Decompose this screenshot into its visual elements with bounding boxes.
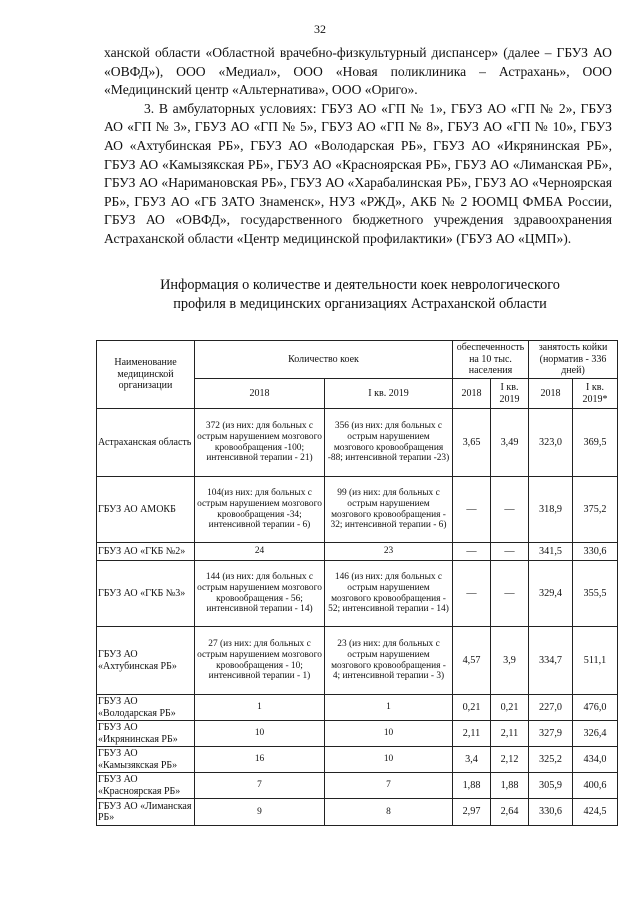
beds-2018: 16 bbox=[195, 747, 325, 773]
occupancy-q1-2019: 511,1 bbox=[573, 627, 618, 695]
section-title-line-1: Информация о количестве и деятельности коек неврологического bbox=[160, 277, 560, 293]
provision-2018: 3,65 bbox=[453, 409, 491, 477]
provision-q1-2019: — bbox=[491, 543, 529, 561]
occupancy-q1-2019: 369,5 bbox=[573, 409, 618, 477]
beds-2018: 372 (из них: для больных с острым нарушением мозгового кровообращения -100; интенсивной терапии - 21) bbox=[195, 409, 325, 477]
beds-2018: 104(из них: для больных с острым нарушением мозгового кровообращения -34; интенсивной терапии - 6) bbox=[195, 477, 325, 543]
beds-2018: 24 bbox=[195, 543, 325, 561]
occupancy-2018: 318,9 bbox=[529, 477, 573, 543]
occupancy-2018: 227,0 bbox=[529, 695, 573, 721]
occupancy-q1-2019: 400,6 bbox=[573, 773, 618, 799]
provision-2018: 2,11 bbox=[453, 721, 491, 747]
table-row bbox=[97, 543, 618, 561]
beds-q1-2019: 7 bbox=[325, 773, 453, 799]
org-name: ГБУЗ АО «Лиманская РБ» bbox=[97, 799, 195, 826]
beds-2018: 7 bbox=[195, 773, 325, 799]
occupancy-q1-2019: 424,5 bbox=[573, 799, 618, 826]
neurology-beds-table bbox=[96, 340, 618, 826]
provision-q1-2019: 0,21 bbox=[491, 695, 529, 721]
occupancy-2018: 334,7 bbox=[529, 627, 573, 695]
provision-q1-2019: 3,49 bbox=[491, 409, 529, 477]
provision-2018: — bbox=[453, 561, 491, 627]
header-beds-q1-2019: I кв. 2019 bbox=[325, 379, 453, 409]
occupancy-2018: 305,9 bbox=[529, 773, 573, 799]
header-beds-2018: 2018 bbox=[195, 379, 325, 409]
table-row bbox=[97, 695, 618, 721]
occupancy-2018: 323,0 bbox=[529, 409, 573, 477]
provision-2018: 1,88 bbox=[453, 773, 491, 799]
occupancy-2018: 329,4 bbox=[529, 561, 573, 627]
org-name: ГБУЗ АО «Камызякская РБ» bbox=[97, 747, 195, 773]
table-row bbox=[97, 561, 618, 627]
org-name: ГБУЗ АО «ГКБ №2» bbox=[97, 543, 195, 561]
org-name: ГБУЗ АО АМОКБ bbox=[97, 477, 195, 543]
beds-q1-2019: 8 bbox=[325, 799, 453, 826]
occupancy-q1-2019: 355,5 bbox=[573, 561, 618, 627]
page-number: 32 bbox=[314, 22, 326, 36]
occupancy-q1-2019: 476,0 bbox=[573, 695, 618, 721]
table-row bbox=[97, 409, 618, 477]
provision-q1-2019: 2,64 bbox=[491, 799, 529, 826]
header-occupancy-2018: 2018 bbox=[529, 379, 573, 409]
beds-q1-2019: 1 bbox=[325, 695, 453, 721]
occupancy-2018: 325,2 bbox=[529, 747, 573, 773]
beds-q1-2019: 146 (из них: для больных с острым нарушением мозгового кровообращения - 52; интенсивной терапии - 14) bbox=[325, 561, 453, 627]
paragraph-continuation: ханской области «Областной врачебно-физкультурный диспансер» (далее – ГБУЗ АО «ОВФД»), ООО «Медиал», ООО «Новая поликлиника – Астрахань», ООО «Медицинский центр «Альтернатива», ООО «Ориго». bbox=[104, 45, 612, 98]
header-bed-count: Количество коек bbox=[195, 341, 453, 379]
section-title-line-2: профиля в медицинских организациях Астраханской области bbox=[173, 296, 547, 312]
beds-2018: 1 bbox=[195, 695, 325, 721]
header-organization-name: Наименование медицинской организации bbox=[97, 341, 195, 409]
provision-2018: — bbox=[453, 543, 491, 561]
table-row bbox=[97, 799, 618, 826]
provision-2018: — bbox=[453, 477, 491, 543]
paragraph-outpatient: 3. В амбулаторных условиях: ГБУЗ АО «ГП № 1», ГБУЗ АО «ГП № 2», ГБУЗ АО «ГП № 3», ГБУЗ АО «ГП № 5», ГБУЗ АО «ГП № 8», ГБУЗ АО «ГП № 10», ГБУЗ АО «Ахтубинская РБ», ГБУЗ АО «Володарская РБ», ГБУЗ АО «Икрянинская РБ», ГБУЗ АО «Камызякская РБ», ГБУЗ АО «Красноярская РБ», ГБУЗ АО «Лиманская РБ», ГБУЗ АО «Наримановская РБ», ГБУЗ АО «Харабалинская РБ», ГБУЗ АО «Черноярская РБ», ГБУЗ АО «ГБ ЗАТО Знаменск», НУЗ «РЖД», АКБ № 2 ЮОМЦ ФМБА России, ГБУЗ АО «ОВФД», государственного бюджетного учреждения здравоохранения Астраханской области «Центр медицинской профилактики» (ГБУЗ АО «ЦМП»). bbox=[104, 100, 612, 246]
provision-q1-2019: 1,88 bbox=[491, 773, 529, 799]
org-name: ГБУЗ АО «Красноярская РБ» bbox=[97, 773, 195, 799]
table-row bbox=[97, 477, 618, 543]
org-name: ГБУЗ АО «Володарская РБ» bbox=[97, 695, 195, 721]
table-row bbox=[97, 721, 618, 747]
provision-q1-2019: 2,11 bbox=[491, 721, 529, 747]
provision-2018: 4,57 bbox=[453, 627, 491, 695]
body-text bbox=[104, 44, 612, 249]
table-row bbox=[97, 773, 618, 799]
provision-2018: 3,4 bbox=[453, 747, 491, 773]
occupancy-q1-2019: 330,6 bbox=[573, 543, 618, 561]
occupancy-q1-2019: 326,4 bbox=[573, 721, 618, 747]
header-occupancy-q1-2019: I кв. 2019* bbox=[573, 379, 618, 409]
occupancy-2018: 327,9 bbox=[529, 721, 573, 747]
occupancy-2018: 341,5 bbox=[529, 543, 573, 561]
beds-2018: 27 (из них: для больных с острым нарушением мозгового кровообращения - 10; интенсивной терапии - 1) bbox=[195, 627, 325, 695]
provision-q1-2019: 2,12 bbox=[491, 747, 529, 773]
org-name: ГБУЗ АО «Икрянинская РБ» bbox=[97, 721, 195, 747]
beds-q1-2019: 356 (из них: для больных с острым нарушением мозгового кровообращения -88; интенсивной терапии -23) bbox=[325, 409, 453, 477]
beds-2018: 10 bbox=[195, 721, 325, 747]
table-row bbox=[97, 747, 618, 773]
section-title bbox=[120, 276, 600, 314]
provision-q1-2019: — bbox=[491, 561, 529, 627]
provision-q1-2019: 3,9 bbox=[491, 627, 529, 695]
provision-2018: 0,21 bbox=[453, 695, 491, 721]
beds-q1-2019: 23 bbox=[325, 543, 453, 561]
provision-2018: 2,97 bbox=[453, 799, 491, 826]
beds-2018: 9 bbox=[195, 799, 325, 826]
occupancy-q1-2019: 434,0 bbox=[573, 747, 618, 773]
occupancy-2018: 330,6 bbox=[529, 799, 573, 826]
org-name: Астраханская область bbox=[97, 409, 195, 477]
beds-q1-2019: 23 (из них: для больных с острым нарушением мозгового кровообращения - 4; интенсивной терапии - 3) bbox=[325, 627, 453, 695]
beds-q1-2019: 99 (из них: для больных с острым нарушением мозгового кровообращения - 32; интенсивной терапии - 6) bbox=[325, 477, 453, 543]
table-row bbox=[97, 627, 618, 695]
header-provision-q1-2019: I кв. 2019 bbox=[491, 379, 529, 409]
header-occupancy: занятость койки (норматив - 336 дней) bbox=[529, 341, 618, 379]
beds-q1-2019: 10 bbox=[325, 747, 453, 773]
header-provision-2018: 2018 bbox=[453, 379, 491, 409]
org-name: ГБУЗ АО «Ахтубинская РБ» bbox=[97, 627, 195, 695]
occupancy-q1-2019: 375,2 bbox=[573, 477, 618, 543]
provision-q1-2019: — bbox=[491, 477, 529, 543]
beds-q1-2019: 10 bbox=[325, 721, 453, 747]
beds-2018: 144 (из них: для больных с острым нарушением мозгового кровообращения - 56; интенсивной терапии - 14) bbox=[195, 561, 325, 627]
org-name: ГБУЗ АО «ГКБ №3» bbox=[97, 561, 195, 627]
header-provision: обеспеченность на 10 тыс. населения bbox=[453, 341, 529, 379]
